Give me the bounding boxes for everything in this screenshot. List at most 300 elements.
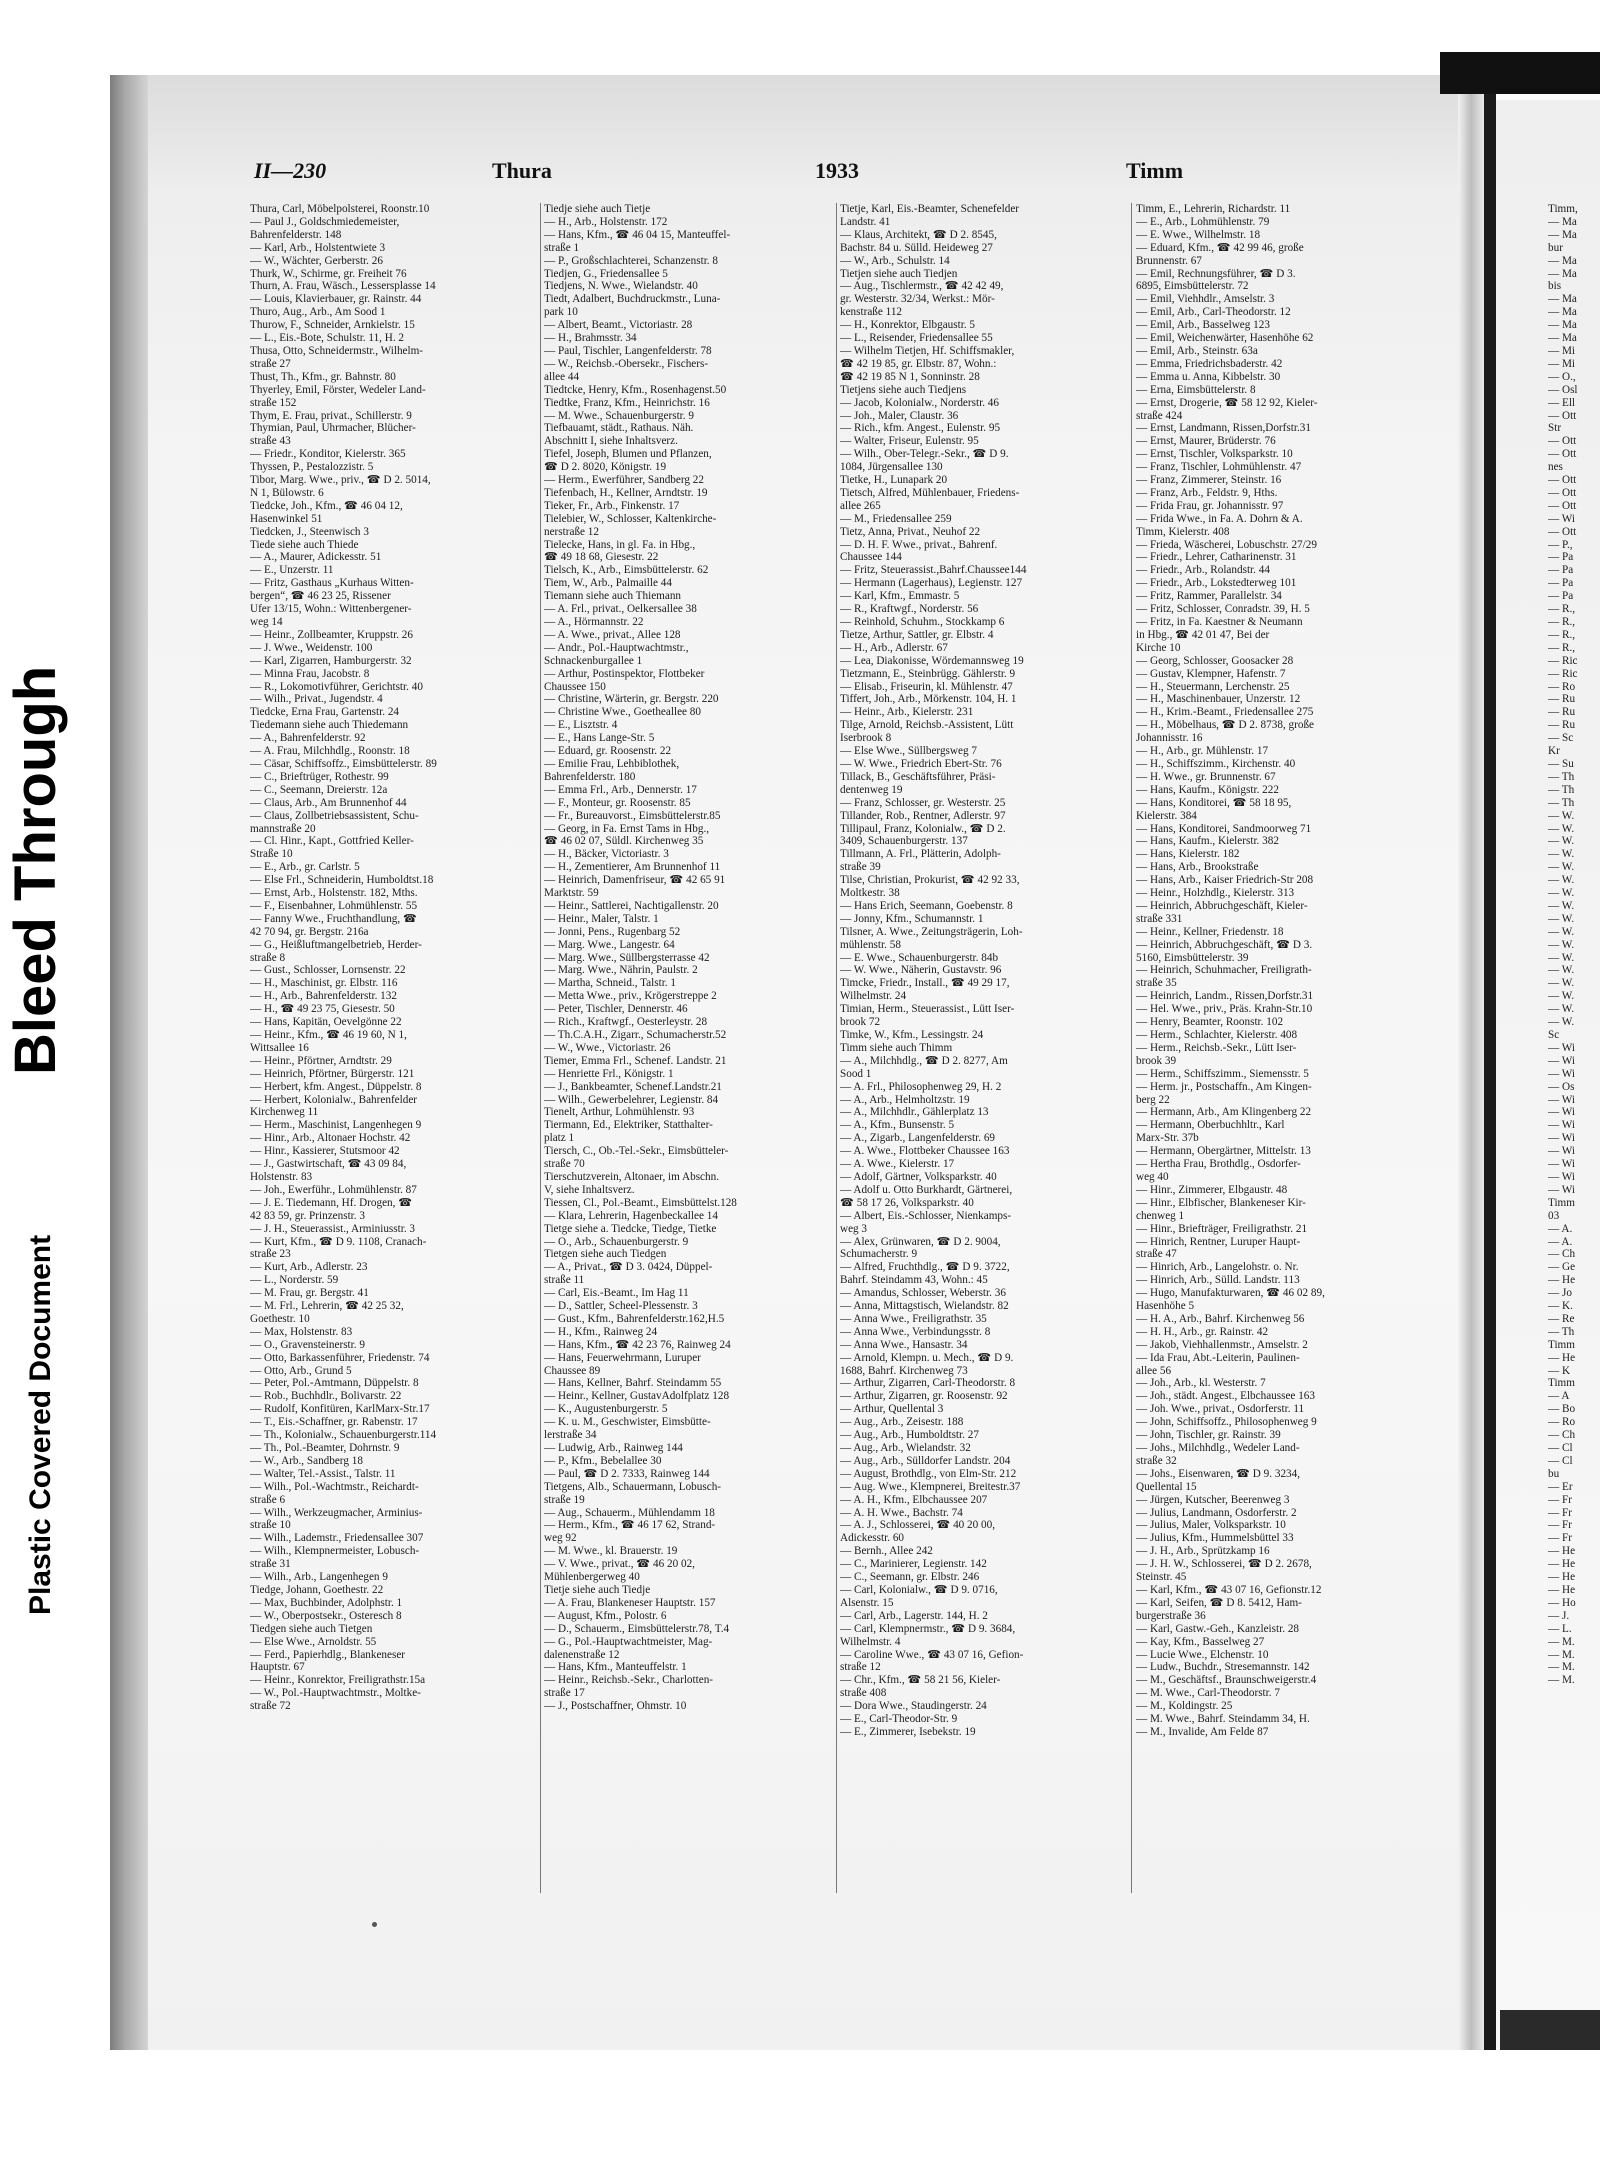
- directory-entry: — Ott: [1548, 474, 1577, 487]
- directory-entry: — Albert, Beamt., Victoriastr. 28: [544, 319, 693, 332]
- directory-entry: — D., Sattler, Scheel-Plessenstr. 3: [544, 1300, 698, 1313]
- directory-entry: — R.,: [1548, 641, 1576, 654]
- directory-entry: Tieker, Fr., Arb., Finkenstr. 17: [544, 499, 680, 512]
- directory-entry: — Ric: [1548, 654, 1578, 667]
- directory-entry: — Lea, Diakonisse, Wördemannsweg 19: [840, 654, 1024, 667]
- directory-entry: — Fr: [1548, 1493, 1572, 1506]
- directory-entry: — Hans, Konditorei, ☎ 58 18 95,: [1136, 796, 1292, 809]
- directory-entry: — Aug., Tischlermstr., ☎ 42 42 49,: [840, 280, 1004, 293]
- directory-entry: — Julius, Maler, Volksparkstr. 10: [1136, 1519, 1286, 1532]
- directory-entry: Bahrf. Steindamm 43, Wohn.: 45: [840, 1274, 988, 1287]
- directory-entry: — Bernh., Allee 242: [840, 1545, 933, 1558]
- directory-entry: — H. Wwe., gr. Brunnenstr. 67: [1136, 770, 1276, 783]
- directory-entry: — H., Steuermann, Lerchenstr. 25: [1136, 680, 1290, 693]
- directory-entry: — Ernst, Landmann, Rissen,Dorfstr.31: [1136, 422, 1311, 435]
- directory-entry: — H., Kfm., Rainweg 24: [544, 1325, 658, 1338]
- directory-entry: — Gust., Schlosser, Lornsenstr. 22: [250, 964, 406, 977]
- directory-entry: — Heinrich, Schuhmacher, Freiligrath-: [1136, 964, 1312, 977]
- directory-entry: — Anna Wwe., Freiligrathstr. 35: [840, 1312, 987, 1325]
- directory-entry: — Jonni, Pens., Rugenbarg 52: [544, 925, 681, 938]
- directory-entry: — Anna Wwe., Hansastr. 34: [840, 1338, 968, 1351]
- directory-entry: — A., Zigarb., Langenfelderstr. 69: [840, 1132, 996, 1145]
- directory-entry: — Fritz, Steuerassist.,Bahrf.Chaussee144: [840, 564, 1027, 577]
- directory-entry: — Wilh., Arb., Langenhegen 9: [250, 1571, 388, 1584]
- directory-entry: — A., Hörmannstr. 22: [544, 616, 644, 628]
- directory-entry: — Ma: [1548, 293, 1577, 306]
- directory-entry: — Anna, Mittagstisch, Wielandstr. 82: [840, 1300, 1009, 1313]
- directory-entry: — H., Brahmsstr. 34: [544, 332, 637, 345]
- directory-entry: — Hans, Konditorei, Sandmoorweg 71: [1136, 822, 1312, 835]
- directory-entry: — Wilhelm Tietjen, Hf. Schiffsmakler,: [840, 344, 1015, 357]
- header-first-entry: Thura: [492, 158, 552, 183]
- directory-entry: — Hinr., Elbfischer, Blankeneser Kir-: [1136, 1196, 1306, 1209]
- directory-entry: — Jürgen, Kutscher, Beerenweg 3: [1136, 1493, 1290, 1506]
- directory-entry: — Herm., Maschinist, Langenhegen 9: [250, 1119, 422, 1132]
- directory-entry: — Fritz, Schlosser, Conradstr. 39, H. 5: [1136, 603, 1310, 616]
- directory-entry: — Hertha Frau, Brothdlg., Osdorfer-: [1136, 1158, 1301, 1171]
- directory-entry: — W.: [1548, 964, 1575, 977]
- directory-entry: — He: [1548, 1558, 1576, 1571]
- directory-entry: — Ma: [1548, 267, 1577, 280]
- directory-entry: Chaussee 89: [544, 1364, 601, 1377]
- directory-entry: — R.,: [1548, 603, 1576, 616]
- directory-entry: Johannisstr. 16: [1136, 732, 1203, 745]
- directory-entry: — Th.C.A.H., Zigarr., Schumacherstr.52: [544, 1029, 727, 1041]
- directory-entry: — Herm., Kfm., ☎ 46 17 62, Strand-: [544, 1519, 716, 1532]
- directory-entry: — M.: [1548, 1661, 1575, 1674]
- directory-entry: — Pa: [1548, 564, 1574, 577]
- directory-entry: ☎ 46 02 07, Süldl. Kirchenweg 35: [544, 835, 704, 848]
- directory-entry: — Friedr., Arb., Rolandstr. 44: [1136, 564, 1270, 577]
- directory-entry: — Heinrich, Abbruchgeschäft, ☎ D 3.: [1136, 938, 1313, 951]
- directory-entry: — Karl, Seifen, ☎ D 8. 5412, Ham-: [1136, 1596, 1302, 1609]
- directory-entry: — J., Gastwirtschaft, ☎ 43 09 84,: [250, 1158, 407, 1171]
- directory-entry: — C., Seemann, Dreierstr. 12a: [250, 783, 388, 796]
- directory-entry: kenstraße 112: [840, 306, 903, 319]
- directory-entry: Landstr. 41: [840, 215, 891, 228]
- directory-entry: — Ro: [1548, 680, 1576, 693]
- directory-entry: — J. H., Arb., Sprützkamp 16: [1136, 1545, 1270, 1558]
- directory-entry: — Hans, Kaufm., Königstr. 222: [1136, 783, 1279, 796]
- directory-column-4: [1136, 203, 1436, 1903]
- directory-entry: Sood 1: [840, 1067, 872, 1080]
- directory-entry: — Rich., kfm. Angest., Eulenstr. 95: [840, 422, 1001, 435]
- directory-entry: Sc: [1548, 1029, 1560, 1041]
- directory-entry: — Emil, Rechnungsführer, ☎ D 3.: [1136, 267, 1296, 280]
- directory-entry: Bahrenfelderstr. 180: [544, 770, 636, 783]
- directory-entry: Abschnitt I, siehe Inhaltsverz.: [544, 435, 678, 448]
- directory-entry: — E., Hans Lange-Str. 5: [544, 732, 655, 745]
- directory-entry: Tielebier, W., Schlosser, Kaltenkirche-: [544, 512, 717, 525]
- directory-entry: Tiemer, Emma Frl., Schenef. Landstr. 21: [544, 1054, 727, 1067]
- directory-entry: Tilse, Christian, Prokurist, ☎ 42 92 33,: [840, 874, 1020, 887]
- directory-entry: — A., Bahrenfelderstr. 92: [250, 732, 366, 745]
- directory-entry: — Joh., Arb., kl. Westerstr. 7: [1136, 1377, 1266, 1390]
- directory-entry: — W.: [1548, 925, 1575, 938]
- directory-entry: — Heinr., Kfm., ☎ 46 19 60, N 1,: [250, 1029, 407, 1041]
- directory-entry: straße 23: [250, 1248, 291, 1261]
- directory-entry: — Hermann, Oberbuchhltr., Karl: [1136, 1119, 1285, 1132]
- directory-entry: — Caroline Wwe., ☎ 43 07 16, Gefion-: [840, 1648, 1024, 1661]
- directory-entry: — Heinr., Arb., Kielerstr. 231: [840, 706, 974, 719]
- directory-entry: — Adolf, Gärtner, Volksparkstr. 40: [840, 1170, 997, 1183]
- page-spine-shadow: [110, 75, 148, 2050]
- directory-entry: — Hans, Arb., Kaiser Friedrich-Str 208: [1136, 874, 1314, 887]
- directory-entry: Tiedtcke, Henry, Kfm., Rosenhagenst.50: [544, 383, 727, 396]
- directory-entry: — W., Wwe., Victoriastr. 26: [544, 1041, 671, 1054]
- directory-entry: — Hinr., Arb., Altonaer Hochstr. 42: [250, 1132, 411, 1145]
- directory-entry: — A.: [1548, 1235, 1573, 1248]
- directory-entry: Tiem, W., Arb., Palmaille 44: [544, 577, 672, 590]
- directory-entry: Tietke, H., Lunapark 20: [840, 474, 948, 487]
- directory-entry: — Georg, in Fa. Ernst Tams in Hbg.,: [544, 822, 710, 835]
- directory-entry: — Joh., Maler, Claustr. 36: [840, 409, 959, 422]
- directory-entry: straße 12: [840, 1661, 881, 1674]
- directory-entry: Tiedcke, Joh., Kfm., ☎ 46 04 12,: [250, 499, 403, 512]
- directory-entry: — Friedr., Lehrer, Catharinenstr. 31: [1136, 551, 1297, 564]
- directory-entry: — Ell: [1548, 396, 1576, 409]
- directory-entry: — F., Monteur, gr. Roosenstr. 85: [544, 796, 691, 809]
- directory-entry: — Albert, Eis.-Schlosser, Nienkamps-: [840, 1209, 1012, 1222]
- directory-entry: — Ma: [1548, 215, 1577, 228]
- bleed-through-label: Bleed Through: [3, 665, 68, 1075]
- directory-entry: Timm: [1548, 1196, 1575, 1209]
- directory-entry: Thymian, Paul, Uhrmacher, Blücher-: [250, 422, 416, 435]
- directory-entry: — Emma, Friedrichsbaderstr. 42: [1136, 357, 1283, 370]
- directory-entry: — H., Krim.-Beamt., Friedensallee 275: [1136, 706, 1314, 719]
- directory-entry: — Franz, Tischler, Lohmühlenstr. 47: [1136, 461, 1302, 474]
- directory-entry: — Alfred, Fruchthdlg., ☎ D 9. 3722,: [840, 1261, 1010, 1274]
- directory-entry: gr. Westerstr. 32/34, Werkst.: Mör-: [840, 293, 995, 306]
- directory-entry: — G., Pol.-Hauptwachtmeister, Mag-: [544, 1635, 713, 1648]
- directory-entry: — H. A., Arb., Bahrf. Kirchenweg 56: [1136, 1312, 1305, 1325]
- directory-entry: Tiedcke, Erna Frau, Gartenstr. 24: [250, 706, 400, 719]
- directory-entry: Thuro, Aug., Arb., Am Sood 1: [250, 306, 386, 319]
- directory-entry: — Ric: [1548, 667, 1578, 680]
- directory-entry: Tiedge, Johann, Goethestr. 22: [250, 1583, 384, 1596]
- directory-entry: — Fritz, in Fa. Kaestner & Neumann: [1136, 616, 1303, 628]
- directory-entry: Tietzmann, E., Steinbrügg. Gählerstr. 9: [840, 667, 1016, 680]
- directory-entry: Tietgens, Alb., Schauermann, Lobusch-: [544, 1480, 722, 1493]
- column-divider: [540, 203, 541, 1893]
- directory-entry: — Christine Wwe., Goetheallee 80: [544, 706, 701, 719]
- directory-entry: — W.: [1548, 809, 1575, 822]
- directory-entry: — Herm. jr., Postschaffn., Am Kingen-: [1136, 1080, 1312, 1093]
- directory-entry: — Karl, Kfm., Emmastr. 5: [840, 590, 960, 603]
- directory-entry: — Friedr., Arb., Lokstedterweg 101: [1136, 577, 1297, 590]
- directory-entry: — Th: [1548, 796, 1575, 809]
- directory-entry: — Bo: [1548, 1403, 1576, 1416]
- directory-entry: — Ma: [1548, 228, 1577, 241]
- directory-entry: straße 152: [250, 396, 297, 409]
- directory-entry: — Heinr., Maler, Talstr. 1: [544, 912, 659, 925]
- directory-entry: — Rob., Buchhdlr., Bolivarstr. 22: [250, 1390, 402, 1403]
- directory-entry: Tietjens siehe auch Tiedjens: [840, 383, 967, 396]
- directory-entry: — Heinr., Pförtner, Arndtstr. 29: [250, 1054, 392, 1067]
- directory-entry: straße 17: [544, 1687, 585, 1700]
- directory-entry: — Arthur, Quellental 3: [840, 1403, 944, 1416]
- directory-entry: Timm, E., Lehrerin, Richardstr. 11: [1136, 203, 1291, 215]
- directory-entry: — W.: [1548, 861, 1575, 874]
- directory-entry: Tillipaul, Franz, Kolonialw., ☎ D 2.: [840, 822, 1006, 835]
- directory-entry: — Wi: [1548, 1093, 1576, 1106]
- directory-entry: straße 72: [250, 1700, 291, 1713]
- directory-entry: — Wi: [1548, 1145, 1576, 1158]
- directory-entry: Hasenwinkel 51: [250, 512, 323, 525]
- directory-entry: — Ernst, Tischler, Volksparkstr. 10: [1136, 448, 1293, 461]
- directory-entry: bu: [1548, 1467, 1560, 1480]
- directory-entry: Thusa, Otto, Schneidermstr., Wilhelm-: [250, 344, 424, 357]
- directory-entry: — Franz, Schlosser, gr. Westerstr. 25: [840, 796, 1006, 809]
- directory-entry: — W.: [1548, 938, 1575, 951]
- directory-entry: straße 70: [544, 1158, 585, 1171]
- directory-entry: — Wi: [1548, 1183, 1576, 1196]
- directory-entry: Marx-Str. 37b: [1136, 1132, 1199, 1145]
- directory-entry: N 1, Bülowstr. 6: [250, 486, 324, 499]
- directory-entry: — P.,: [1548, 538, 1573, 551]
- header-year: 1933: [815, 158, 859, 183]
- directory-entry: — Otto, Arb., Grund 5: [250, 1364, 352, 1377]
- adjacent-page-column: [1548, 203, 1600, 1903]
- directory-entry: — Ott: [1548, 486, 1577, 499]
- directory-entry: — Hermann, Arb., Am Klingenberg 22: [1136, 1106, 1312, 1119]
- directory-entry: — D., Schauerm., Eimsbüttelerstr.78, T.4: [544, 1622, 730, 1635]
- directory-entry: — Ru: [1548, 693, 1576, 706]
- directory-entry: — E., Arb., Lohmühlenstr. 79: [1136, 215, 1270, 228]
- directory-entry: — E. Wwe., Schauenburgerstr. 84b: [840, 951, 999, 964]
- directory-entry: — Eduard, gr. Roosenstr. 22: [544, 745, 672, 758]
- directory-entry: — Alex, Grünwaren, ☎ D 2. 9004,: [840, 1235, 1001, 1248]
- directory-entry: — Carl, Kolonialw., ☎ D 9. 0716,: [840, 1583, 998, 1596]
- directory-entry: Tilsner, A. Wwe., Zeitungsträgerin, Loh-: [840, 925, 1023, 938]
- directory-entry: — J. E. Tiedemann, Hf. Drogen, ☎: [250, 1196, 413, 1209]
- directory-entry: — Wilh., Pol.-Wachtmstr., Reichardt-: [250, 1480, 419, 1493]
- directory-entry: — Hinr., Kassierer, Stutsmoor 42: [250, 1145, 400, 1158]
- directory-entry: — W., Arb., Sandberg 18: [250, 1454, 363, 1467]
- directory-entry: — Herm., Reichsb.-Sekr., Lütt Iser-: [1136, 1041, 1297, 1054]
- directory-entry: — E. Wwe., Wilhelmstr. 18: [1136, 228, 1261, 241]
- directory-entry: — M.: [1548, 1648, 1575, 1661]
- directory-entry: — Aug., Arb., Humboldtstr. 27: [840, 1429, 979, 1442]
- directory-entry: — M. Wwe., Schauenburgerstr. 9: [544, 409, 694, 422]
- directory-entry: — Pa: [1548, 551, 1574, 564]
- directory-entry: Str: [1548, 422, 1562, 435]
- directory-entry: — J.: [1548, 1609, 1570, 1622]
- directory-entry: — Carl, Arb., Lagerstr. 144, H. 2: [840, 1609, 988, 1622]
- directory-entry: Tillander, Rob., Rentner, Adlerstr. 97: [840, 809, 1006, 822]
- directory-entry: Tietgen siehe auch Tiedgen: [544, 1248, 667, 1261]
- directory-entry: — W.: [1548, 835, 1575, 848]
- directory-entry: — Th: [1548, 783, 1575, 796]
- directory-entry: bergen“, ☎ 46 23 25, Rissener: [250, 590, 391, 603]
- directory-entry: — W.: [1548, 887, 1575, 900]
- directory-entry: — A., Kfm., Bunsenstr. 5: [840, 1119, 955, 1132]
- directory-entry: 1084, Jürgensallee 130: [840, 461, 943, 474]
- directory-entry: — P., Kfm., Bebelallee 30: [544, 1454, 662, 1467]
- directory-entry: — M., Koldingstr. 25: [1136, 1700, 1233, 1713]
- directory-entry: — Wilh., Gewerbelehrer, Legienstr. 84: [544, 1093, 719, 1106]
- directory-entry: — Cl: [1548, 1442, 1573, 1454]
- directory-entry: Brunnenstr. 67: [1136, 254, 1202, 267]
- directory-entry: burgerstraße 36: [1136, 1609, 1206, 1622]
- directory-entry: — A. J., Schlosserei, ☎ 40 20 00,: [840, 1519, 996, 1532]
- directory-entry: — A. Wwe., privat., Allee 128: [544, 628, 681, 641]
- directory-entry: — H., Maschinenbauer, Unzerstr. 12: [1136, 693, 1301, 706]
- directory-entry: Timm: [1548, 1377, 1575, 1390]
- directory-entry: — Wi: [1548, 1132, 1576, 1145]
- directory-entry: — Franz, Arb., Feldstr. 9, Hths.: [1136, 486, 1278, 499]
- directory-entry: — R., Kraftwgf., Norderstr. 56: [840, 603, 979, 616]
- directory-entry: 42 83 59, gr. Prinzenstr. 3: [250, 1209, 365, 1222]
- directory-entry: — H., Maschinist, gr. Elbstr. 116: [250, 977, 398, 990]
- page-edge: [1458, 60, 1484, 2050]
- directory-entry: — Kurt, Kfm., ☎ D 9. 1108, Cranach-: [250, 1235, 427, 1248]
- directory-entry: — A. Frl., Philosophenweg 29, H. 2: [840, 1080, 1002, 1093]
- directory-entry: ☎ D 2. 8020, Königstr. 19: [544, 461, 667, 474]
- directory-entry: weg 14: [250, 616, 283, 628]
- directory-entry: — Wi: [1548, 1158, 1576, 1171]
- directory-entry: — W., Wächter, Gerberstr. 26: [250, 254, 383, 267]
- directory-entry: — Ch: [1548, 1429, 1576, 1442]
- directory-entry: — A: [1548, 1390, 1570, 1403]
- directory-entry: — Heinr., Konrektor, Freiligrathstr.15a: [250, 1674, 426, 1687]
- directory-entry: — Emil, Arb., Carl-Theodorstr. 12: [1136, 306, 1291, 319]
- directory-entry: — Wi: [1548, 512, 1576, 525]
- directory-entry: — M. Wwe., kl. Brauerstr. 19: [544, 1545, 678, 1558]
- directory-entry: Tielecke, Hans, in gl. Fa. in Hbg.,: [544, 538, 696, 551]
- directory-entry: 6895, Eimsbüttelerstr. 72: [1136, 280, 1249, 293]
- directory-entry: — A., Arb., Helmholtzstr. 19: [840, 1093, 970, 1106]
- directory-entry: — Th., Pol.-Beamter, Dohrnstr. 9: [250, 1442, 400, 1454]
- directory-entry: — Wilh., Ober-Telegr.-Sekr., ☎ D 9.: [840, 448, 1009, 461]
- directory-entry: — G., Heißluftmangelbetrieb, Herder-: [250, 938, 422, 951]
- directory-entry: — T., Eis.-Schaffner, gr. Rabenstr. 17: [250, 1416, 418, 1429]
- directory-entry: — Karl, Arb., Holstentwiete 3: [250, 241, 386, 254]
- directory-entry: — Hans, Arb., Brookstraße: [1136, 861, 1259, 874]
- directory-entry: — Fr: [1548, 1532, 1572, 1545]
- directory-entry: — Emma Frl., Arb., Dennerstr. 17: [544, 783, 697, 796]
- directory-entry: — Osl: [1548, 383, 1578, 396]
- directory-entry: Bachstr. 84 u. Sülld. Heideweg 27: [840, 241, 993, 254]
- directory-entry: — Heinrich, Abbruchgeschäft, Kieler-: [1136, 899, 1308, 912]
- directory-entry: — Christine, Wärterin, gr. Bergstr. 220: [544, 693, 719, 706]
- directory-entry: straße 19: [544, 1493, 585, 1506]
- directory-entry: Steinstr. 45: [1136, 1571, 1187, 1584]
- directory-entry: — Heinr., Kellner, GustavAdolfplatz 128: [544, 1390, 730, 1403]
- directory-entry: — Karl, Kfm., ☎ 43 07 16, Gefionstr.12: [1136, 1583, 1322, 1596]
- directory-entry: — Emil, Viehhdlr., Amselstr. 3: [1136, 293, 1275, 306]
- directory-entry: Tiedje siehe auch Tietje: [544, 203, 651, 215]
- directory-entry: Mühlenbergerweg 40: [544, 1571, 640, 1584]
- directory-entry: — Wi: [1548, 1041, 1576, 1054]
- directory-entry: — Aug., Arb., Zeisestr. 188: [840, 1416, 964, 1429]
- directory-entry: Holstenstr. 83: [250, 1170, 313, 1183]
- directory-entry: Thyssen, P., Pestalozzistr. 5: [250, 461, 374, 474]
- scan-border-top: [1440, 52, 1600, 94]
- directory-entry: — L.: [1548, 1622, 1572, 1635]
- directory-entry: — Peter, Pol.-Amtmann, Düppelstr. 8: [250, 1377, 419, 1390]
- directory-entry: — W.: [1548, 951, 1575, 964]
- directory-entry: platz 1: [544, 1132, 575, 1145]
- directory-entry: Tillack, B., Geschäftsführer, Präsi-: [840, 770, 996, 783]
- directory-entry: — A. Frau, Blankeneser Hauptstr. 157: [544, 1596, 716, 1609]
- directory-entry: — A. Wwe., Kielerstr. 17: [840, 1158, 955, 1171]
- directory-entry: — Th: [1548, 1325, 1575, 1338]
- directory-entry: — H., Arb., gr. Mühlenstr. 17: [1136, 745, 1269, 758]
- directory-entry: — Heinrich, Pförtner, Bürgerstr. 121: [250, 1067, 415, 1080]
- directory-entry: Tietje siehe auch Tiedje: [544, 1583, 651, 1596]
- directory-entry: Tiemann siehe auch Thiemann: [544, 590, 682, 603]
- directory-entry: — Ru: [1548, 719, 1576, 732]
- directory-entry: — Max, Buchbinder, Adolphstr. 1: [250, 1596, 403, 1609]
- directory-entry: — A. Wwe., Flottbeker Chaussee 163: [840, 1145, 1010, 1158]
- directory-entry: Tietz, Anna, Privat., Neuhof 22: [840, 525, 981, 538]
- directory-entry: — Hermann, Obergärtner, Mittelstr. 13: [1136, 1145, 1311, 1158]
- directory-entry: — Frieda, Wäscherei, Lobuschstr. 27/29: [1136, 538, 1317, 551]
- directory-entry: — H., Arb., Adlerstr. 67: [840, 641, 948, 654]
- directory-entry: — M.: [1548, 1674, 1575, 1687]
- directory-entry: — M., Friedensallee 259: [840, 512, 952, 525]
- directory-entry: — L., Reisender, Friedensallee 55: [840, 332, 993, 345]
- directory-entry: Tiffert, Joh., Arb., Mörkenstr. 104, H. 1: [840, 693, 1017, 706]
- directory-entry: — Walter, Tel.-Assist., Talstr. 11: [250, 1467, 396, 1480]
- directory-entry: Iserbrook 8: [840, 732, 892, 745]
- directory-entry: — Frida Wwe., in Fa. A. Dohrn & A.: [1136, 512, 1303, 525]
- directory-entry: ☎ 58 17 26, Volksparkstr. 40: [840, 1196, 974, 1209]
- directory-entry: Tierschutzverein, Altonaer, im Abschn.: [544, 1170, 719, 1183]
- directory-entry: — Heinrich, Landm., Rissen,Dorfstr.31: [1136, 990, 1314, 1003]
- directory-entry: — Aug., Schauerm., Mühlendamm 18: [544, 1506, 715, 1519]
- directory-entry: allee 56: [1136, 1364, 1172, 1377]
- directory-entry: weg 3: [840, 1222, 868, 1235]
- directory-entry: Tiefbauamt, städt., Rathaus. Näh.: [544, 422, 694, 435]
- directory-entry: 5160, Eimsbüttelerstr. 39: [1136, 951, 1249, 964]
- directory-entry: — Henriette Frl., Königstr. 1: [544, 1067, 674, 1080]
- directory-entry: — Else Wwe., Arnoldstr. 55: [250, 1635, 377, 1648]
- directory-entry: — O.,: [1548, 370, 1576, 383]
- directory-entry: — Wi: [1548, 1170, 1576, 1183]
- directory-entry: — He: [1548, 1351, 1576, 1364]
- directory-entry: — He: [1548, 1274, 1576, 1287]
- directory-entry: — Emma u. Anna, Kibbelstr. 30: [1136, 370, 1281, 383]
- directory-entry: — J., Bankbeamter, Schenef.Landstr.21: [544, 1080, 722, 1093]
- directory-column-3: [840, 203, 1130, 1903]
- directory-entry: dalenenstraße 12: [544, 1648, 620, 1661]
- directory-entry: — C., Brieftrüger, Rothestr. 99: [250, 770, 389, 783]
- directory-entry: — Carl, Klempnermstr., ☎ D 9. 3684,: [840, 1622, 1016, 1635]
- directory-entry: — Th: [1548, 770, 1575, 783]
- directory-entry: straße 31: [250, 1558, 291, 1571]
- directory-entry: — Cäsar, Schiffsoffz., Eimsbüttelerstr. 89: [250, 757, 437, 770]
- directory-entry: — M. Frau, gr. Bergstr. 41: [250, 1287, 369, 1300]
- directory-entry: Tiedemann siehe auch Thiedemann: [250, 719, 409, 732]
- directory-entry: — Emil, Arb., Steinstr. 63a: [1136, 344, 1258, 357]
- directory-entry: — Ott: [1548, 499, 1577, 512]
- directory-entry: — A., Privat., ☎ D 3. 0424, Düppel-: [544, 1261, 713, 1274]
- directory-entry: — O., Gravensteinerstr. 9: [250, 1338, 365, 1351]
- directory-entry: — J. Wwe., Weidenstr. 100: [250, 641, 373, 654]
- directory-entry: — Klara, Lehrerin, Hagenbeckallee 14: [544, 1209, 718, 1222]
- directory-entry: — Ge: [1548, 1261, 1576, 1274]
- directory-entry: — Aug., Arb., Wielandstr. 32: [840, 1442, 971, 1454]
- directory-entry: — Lucie Wwe., Elchenstr. 10: [1136, 1648, 1269, 1661]
- directory-entry: — A. H. Wwe., Bachstr. 74: [840, 1506, 963, 1519]
- scan-speck: [372, 1922, 377, 1927]
- directory-entry: — H., Arb., Bahrenfelderstr. 132: [250, 990, 397, 1003]
- directory-entry: — P., Großschlachterei, Schanzenstr. 8: [544, 254, 718, 267]
- directory-entry: — Fritz, Rammer, Parallelstr. 34: [1136, 590, 1282, 603]
- directory-entry: — Wi: [1548, 1067, 1576, 1080]
